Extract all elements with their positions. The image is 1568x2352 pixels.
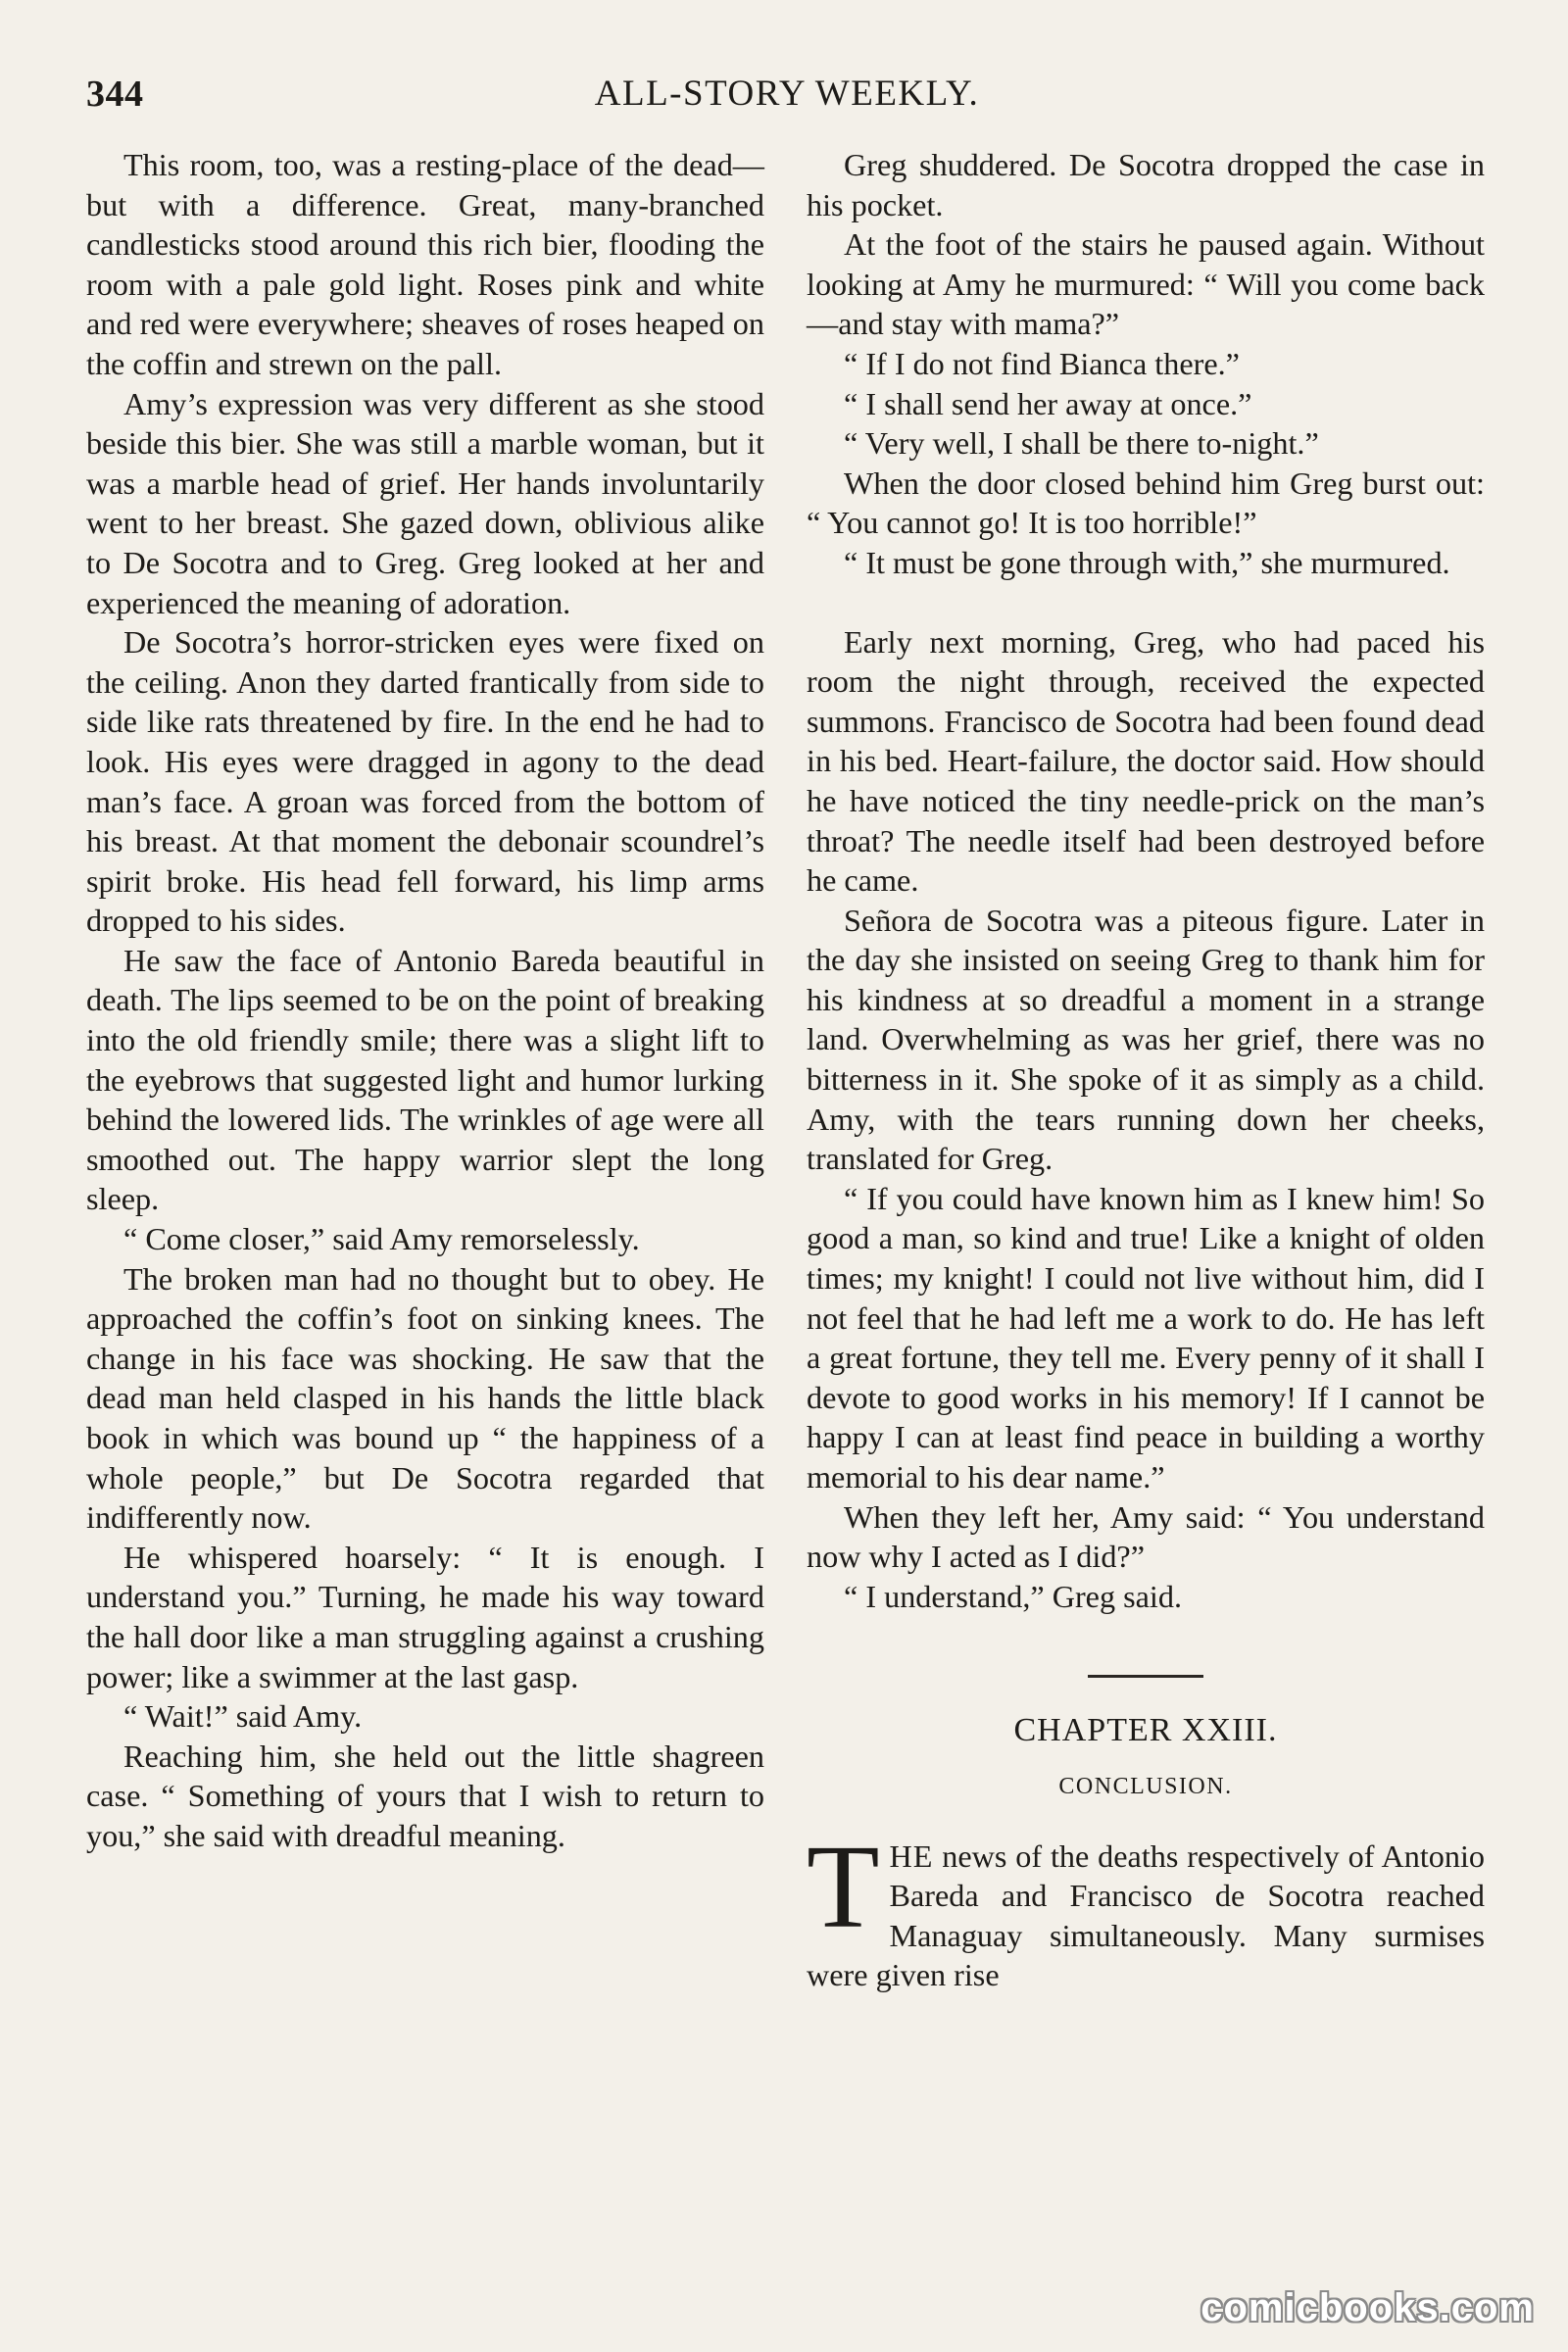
paragraph: This room, too, was a resting-place of the dead—but with a difference. Great, many-branched candlesticks stood around this rich bier, flooding the room with a pale gold light. Roses pink and white and red were everywhere; sheaves of roses heaped on the coffin and strewn on the pall. <box>86 147 764 381</box>
opening-first-word: HE <box>889 1838 934 1874</box>
paragraph: “ Come closer,” said Amy remorselessly. <box>123 1221 640 1257</box>
paragraph: “ I understand,” Greg said. <box>844 1578 1182 1614</box>
paragraph: The broken man had no thought but to obey. He approached the coffin’s foot on sinking knees. The change in his face was shocking. He saw that the dead man held clasped in his hands the little black book in which was bound up “ the happiness of a whole people,” but De Socotra regarded that indifferently now. <box>86 1260 764 1536</box>
paragraph: At the foot of the stairs he paused again. Without looking at Amy he murmured: “ Will you come back—and stay with mama?” <box>807 226 1485 342</box>
paragraph: “ It must be gone through with,” she murmured. <box>844 544 1450 580</box>
paragraph: “ If you could have known him as I knew him! So good a man, so kind and true! Like a knight of olden times; my knight! I could not live without him, did I not feel that he had left me a work to do. He has left a great fortune, they tell me. Every penny of it shall I devote to good works in his memory! If I cannot be happy I can at least find peace in building a worthy memorial to his dear name.” <box>807 1180 1485 1494</box>
paragraph: He whispered hoarsely: “ It is enough. I understand you.” Turning, he made his way toward the hall door like a man struggling against a crushing power; like a swimmer at the last gasp. <box>86 1539 764 1694</box>
chapter-heading: CHAPTER XXIII. <box>1013 1712 1278 1749</box>
paragraph: Reaching him, she held out the little shagreen case. “ Something of yours that I wish to return to you,” she said with dreadful meaning. <box>86 1738 764 1853</box>
paragraph: “ Wait!” said Amy. <box>123 1698 363 1735</box>
chapter-opening-paragraph <box>807 1820 1485 1995</box>
paragraph: When the door closed behind him Greg burst out: “ You cannot go! It is too horrible!” <box>807 465 1485 541</box>
section-divider <box>1088 1675 1203 1678</box>
right-column <box>807 145 1485 1995</box>
watermark-logo: comicbooks.com <box>1200 2286 1535 2329</box>
paragraph: Early next morning, Greg, who had paced his room the night through, received the expected summons. Francisco de Socotra had been found dead in his bed. Heart-failure, the doctor said. How should he have noticed the tiny needle-prick on the man’s throat? The needle itself had been destroyed before he came. <box>807 623 1485 899</box>
paragraph: Greg shuddered. De Socotra dropped the case in his pocket. <box>807 147 1485 222</box>
paragraph: Señora de Socotra was a piteous figure. Later in the day she insisted on seeing Greg to thank him for his kindness at so dreadful a moment in a strange land. Overwhelming as was her grief, there was no bitterness in it. She spoke of it as simply as a child. Amy, with the tears running down her cheeks, translated for Greg. <box>807 902 1485 1177</box>
left-column <box>86 145 764 1856</box>
page-header <box>86 73 1488 122</box>
paragraph: Amy’s expression was very different as she stood beside this bier. She was still a marble woman, but it was a marble head of grief. Her hands involuntarily went to her breast. She gazed down, oblivious alike to De Socotra and to Greg. Greg looked at her and experienced the meaning of adoration. <box>86 385 764 620</box>
drop-cap: T <box>807 1820 880 1953</box>
opening-text: news of the deaths respectively of Antonio Bareda and Francisco de Socotra reached Managuay simultaneously. Many surmises were given rise <box>807 1838 1485 1993</box>
paragraph: When they left her, Amy said: “ You understand now why I acted as I did?” <box>807 1498 1485 1575</box>
chapter-subheading: CONCLUSION. <box>1058 1773 1233 1799</box>
page-number: 344 <box>86 74 144 115</box>
running-head: ALL-STORY WEEKLY. <box>594 74 980 114</box>
paragraph: “ Very well, I shall be there to-night.” <box>844 425 1319 462</box>
paragraph: De Socotra’s horror-stricken eyes were fixed on the ceiling. Anon they darted frantically from side to side like rats threatened by fire. In the end he had to look. His eyes were dragged in agony to the dead man’s face. A groan was forced from the bottom of his breast. At that moment the debonair scoundrel’s spirit broke. His head fell forward, his limp arms dropped to his sides. <box>86 624 764 939</box>
paragraph: He saw the face of Antonio Bareda beautiful in death. The lips seemed to be on the point of breaking into the old friendly smile; there was a slight lift to the eyebrows that suggested light and humor lurking behind the lowered lids. The wrinkles of age were all smoothed out. The happy warrior slept the long sleep. <box>86 942 764 1217</box>
paragraph: “ If I do not find Bianca there.” <box>844 345 1240 381</box>
paragraph: “ I shall send her away at once.” <box>844 385 1252 421</box>
